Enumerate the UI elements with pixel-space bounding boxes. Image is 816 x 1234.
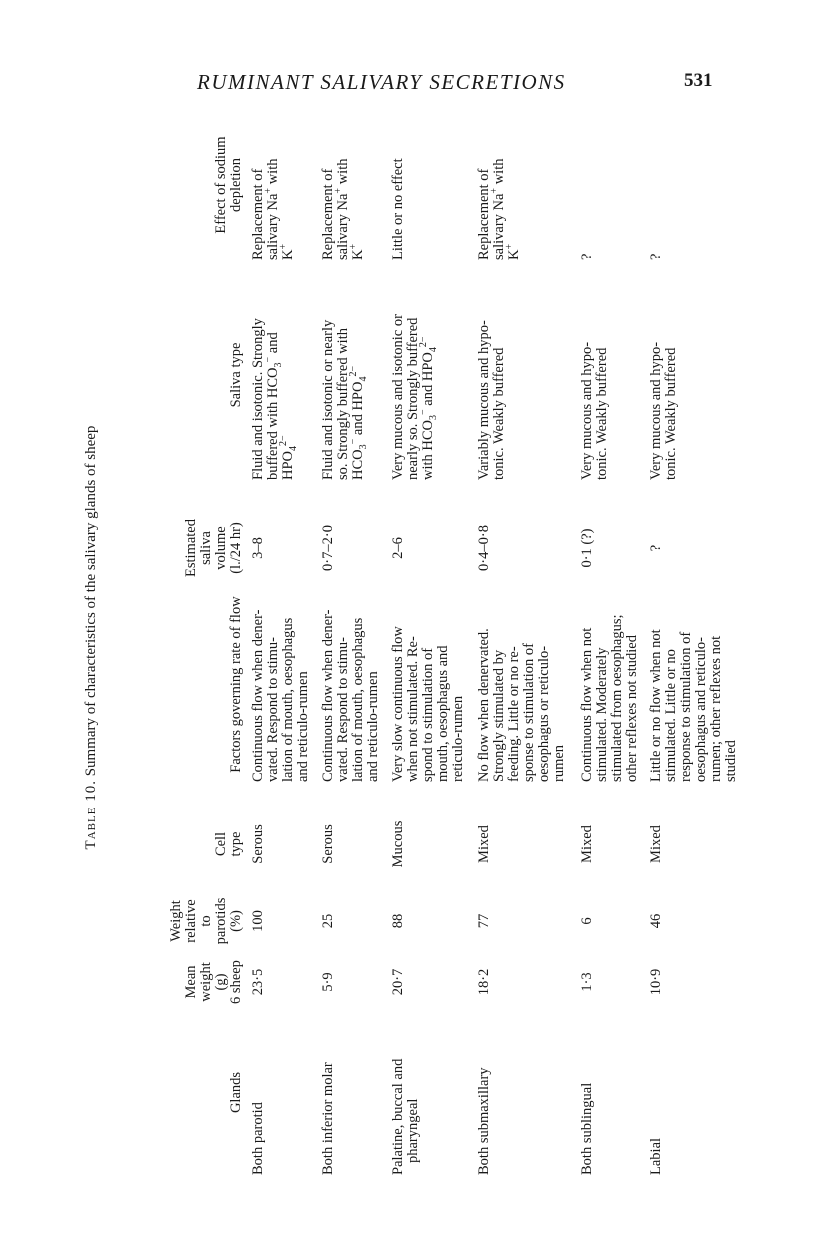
header-line: 6 sheep	[228, 960, 244, 1004]
text-line: Very mucous and hypo-	[648, 341, 664, 480]
text-fragment: buffered with HCO	[265, 367, 281, 480]
superscript: 2−	[278, 435, 290, 446]
weight-relative: 88	[390, 913, 406, 929]
text-line: stimulated. Moderately	[594, 647, 610, 782]
text-line: studied	[723, 740, 739, 782]
cell-type: Mixed	[476, 825, 492, 863]
text-line: vated. Respond to stimu-	[265, 637, 281, 782]
saliva-type	[649, 270, 679, 480]
header-line: Weight	[168, 900, 184, 942]
superscript: 2−	[418, 336, 430, 348]
text-fragment: salivary Na	[335, 193, 351, 260]
text-fragment: salivary Na	[265, 193, 281, 260]
gland-name: Both parotid	[250, 1102, 266, 1175]
flow-factors	[649, 587, 739, 782]
text-line: tonic. Weakly buffered	[663, 347, 679, 480]
header-saliva-text: Saliva type	[228, 342, 244, 408]
weight-relative: 77	[476, 913, 492, 929]
text-line: Very mucous and hypo-	[579, 341, 595, 480]
flow-factors	[251, 587, 311, 782]
running-title: RUMINANT SALIVARY SECRETIONS	[197, 70, 566, 94]
mean-weight: 20·7	[390, 968, 406, 996]
header-glands	[229, 1010, 244, 1175]
superscript: +	[489, 187, 501, 194]
gland-name: Labial	[648, 1137, 664, 1175]
text-line: reticulo-rumen	[450, 695, 466, 782]
header-line: (l./24 hr)	[228, 522, 244, 574]
text-fragment: K	[350, 249, 366, 260]
saliva-type	[390, 270, 439, 480]
header-line: Cell	[213, 831, 229, 857]
superscript: 2−	[348, 365, 360, 377]
header-sodium-effect	[214, 110, 244, 260]
text-line	[333, 110, 351, 260]
gland-name	[391, 1010, 421, 1175]
header-factors	[229, 587, 244, 782]
text-line: when not stimulated. Re-	[405, 636, 421, 782]
text-line: No flow when denervated.	[476, 628, 492, 782]
text-fragment: salivary Na	[491, 193, 507, 260]
header-cell-type	[214, 813, 244, 875]
cell-type: Mixed	[579, 825, 595, 863]
flow-factors	[321, 587, 381, 782]
subscript: 4	[357, 376, 369, 382]
cell-type: Serous	[250, 824, 266, 864]
text-line: and reticulo-rumen	[365, 671, 381, 782]
text-line	[278, 110, 296, 260]
text-line: Continuous flow when dener-	[320, 609, 336, 782]
sodium-effect	[251, 110, 296, 260]
text-line: so. Strongly buffered with	[335, 328, 351, 480]
text-line: feeding. Little or no re-	[506, 646, 522, 782]
header-line: volume	[213, 526, 229, 570]
mean-weight: 5·9	[320, 972, 336, 992]
text-line	[489, 110, 507, 260]
table-caption	[83, 100, 100, 1175]
subscript: 3	[427, 414, 439, 420]
text-line: tonic. Weakly buffered	[594, 347, 610, 480]
text-line: other reflexes not studied	[624, 635, 640, 782]
page-number: 531	[684, 70, 713, 91]
gland-name: Both submaxillary	[476, 1067, 492, 1175]
sodium-effect	[477, 110, 522, 260]
text-fragment: with	[491, 158, 507, 185]
saliva-volume: 0·4–0·8	[476, 525, 492, 571]
text-line: rumen	[551, 744, 567, 782]
header-line: saliva	[198, 531, 214, 565]
text-line: response to stimulation of	[678, 631, 694, 782]
weight-relative: 46	[648, 913, 664, 929]
superscript: +	[348, 243, 360, 250]
header-weight-relative	[169, 889, 244, 953]
saliva-volume: 0·7–2·0	[320, 525, 336, 571]
text-line	[348, 270, 369, 480]
text-line: oesophagus and reticulo-	[693, 637, 709, 782]
saliva-volume: 3–8	[250, 537, 266, 559]
text-line: Fluid and isotonic. Strongly	[250, 318, 266, 480]
text-line: mouth, oesophagus and	[435, 645, 451, 782]
text-fragment: and HPO	[420, 352, 436, 406]
text-line: lation of mouth, oesophagus	[350, 617, 366, 782]
sodium-effect: ?	[648, 253, 664, 260]
text-line: sponse to stimulation of	[521, 643, 537, 782]
flow-factors	[477, 587, 567, 782]
text-line: spond to stimulation of	[420, 647, 436, 782]
superscript: +	[263, 187, 275, 194]
saliva-type	[320, 270, 369, 480]
text-line: Replacement of	[476, 168, 492, 260]
text-line: and reticulo-rumen	[295, 671, 311, 782]
superscript: +	[278, 243, 290, 250]
superscript: −	[418, 409, 430, 415]
text-line: nearly so. Strongly buffered	[405, 317, 421, 480]
running-head	[0, 70, 816, 100]
text-fragment: K	[506, 249, 522, 260]
text-line: Very mucous and isotonic or	[390, 314, 406, 480]
text-line: Fluid and isotonic or nearly	[320, 319, 336, 480]
text-line: stimulated. Little or no	[663, 649, 679, 782]
cell-type: Serous	[320, 824, 336, 864]
text-line: Variably mucous and hypo-	[476, 320, 492, 480]
header-line: type	[228, 831, 244, 857]
summary-table	[83, 100, 739, 1175]
superscript: +	[504, 243, 516, 250]
text-line: Very slow continuous flow	[390, 626, 406, 782]
text-line: tonic. Weakly buffered	[491, 347, 507, 480]
header-line: (g)	[213, 973, 229, 991]
saliva-volume: 0·1 (?)	[579, 528, 595, 568]
header-line: Effect of sodium	[213, 136, 229, 234]
header-glands-text: Glands	[228, 1071, 244, 1114]
header-line: relative	[183, 899, 199, 943]
flow-factors	[580, 587, 640, 782]
table-label: Table 10.	[83, 780, 99, 850]
text-line: Strongly stimulated by	[491, 649, 507, 782]
sodium-effect	[321, 110, 366, 260]
text-line	[278, 270, 299, 480]
header-factors-text: Factors governing rate of flow	[228, 596, 244, 773]
mean-weight: 1·3	[579, 972, 595, 992]
header-line: Estimated	[183, 519, 199, 577]
text-line: lation of mouth, oesophagus	[280, 617, 296, 782]
text-line: Little or no flow when not	[648, 629, 664, 782]
text-line: Continuous flow when dener-	[250, 609, 266, 782]
text-line: rumen; other reflexes not	[708, 635, 724, 782]
gland-name: Both inferior molar	[320, 1062, 336, 1175]
table-caption-text: Summary of characteristics of the salivary glands of sheep	[83, 425, 99, 777]
superscript: −	[348, 438, 360, 445]
text-line	[504, 110, 522, 260]
mean-weight: 23·5	[250, 968, 266, 996]
text-fragment: HCO	[350, 449, 366, 480]
header-line: to	[198, 915, 214, 927]
header-line: Mean	[183, 965, 199, 999]
text-line: Palatine, buccal and	[390, 1058, 406, 1175]
header-saliva-type	[229, 270, 244, 480]
text-line: oesophagus or reticulo-	[536, 645, 552, 782]
flow-factors	[391, 587, 466, 782]
mean-weight: 18·2	[476, 968, 492, 996]
text-line	[418, 270, 439, 480]
superscript: +	[333, 187, 345, 194]
text-fragment: and HPO	[350, 381, 366, 436]
sodium-effect: Little or no effect	[390, 158, 406, 260]
saliva-type	[580, 270, 610, 480]
text-fragment: K	[280, 249, 296, 260]
text-line: Continuous flow when not	[579, 627, 595, 782]
saliva-type	[250, 270, 299, 480]
text-line	[263, 110, 281, 260]
subscript: 3	[357, 444, 369, 450]
text-line: pharyngeal	[405, 1098, 421, 1163]
subscript: 3	[272, 362, 284, 368]
subscript: 4	[427, 347, 439, 353]
weight-relative: 100	[250, 910, 266, 932]
header-line: depletion	[228, 158, 244, 212]
header-mean-weight	[184, 957, 244, 1007]
header-line: weight	[198, 962, 214, 1002]
text-fragment: HPO	[280, 450, 296, 480]
weight-relative: 6	[579, 917, 595, 925]
text-fragment: with	[265, 158, 281, 185]
text-fragment: with	[335, 158, 351, 185]
text-fragment: with HCO	[420, 419, 436, 480]
text-line: Replacement of	[250, 168, 266, 260]
text-line	[348, 110, 366, 260]
gland-name: Both sublingual	[579, 1082, 595, 1175]
mean-weight: 10·9	[648, 968, 664, 996]
header-estimated-volume	[184, 517, 244, 579]
cell-type: Mixed	[648, 825, 664, 863]
text-line: Replacement of	[320, 168, 336, 260]
text-fragment: and	[265, 332, 281, 354]
superscript: −	[263, 356, 275, 363]
saliva-type	[477, 270, 507, 480]
text-line: stimulated from oesophagus;	[609, 614, 625, 782]
text-line	[263, 270, 284, 480]
subscript: 4	[287, 445, 299, 451]
saliva-volume: 2–6	[390, 537, 406, 559]
cell-type: Mucous	[390, 820, 406, 868]
header-line: (%)	[228, 910, 244, 932]
text-line: vated. Respond to stimu-	[335, 637, 351, 782]
weight-relative: 25	[320, 913, 336, 929]
saliva-volume: ?	[648, 544, 664, 552]
header-line: parotids	[213, 897, 229, 945]
sodium-effect: ?	[579, 253, 595, 260]
